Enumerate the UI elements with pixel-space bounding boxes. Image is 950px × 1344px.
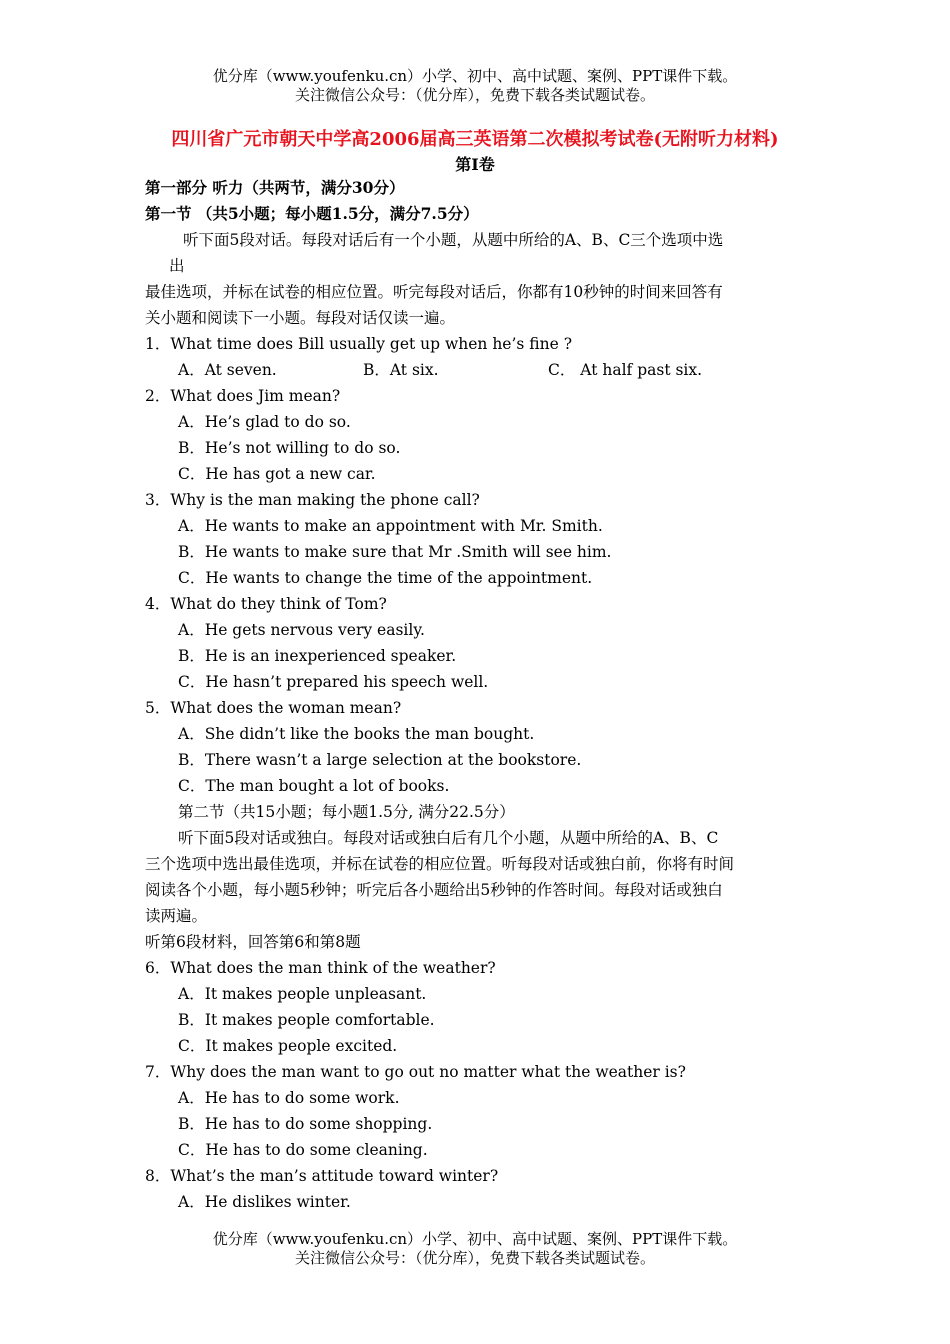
option-a: A．It makes people unpleasant.	[178, 985, 427, 1003]
option-b: B．There wasn’t a large selection at the bookstore.	[178, 751, 582, 769]
question-3-stem: 3．Why is the man making the phone call?	[145, 491, 480, 509]
section2-instruction-end: 读两遍。	[145, 907, 208, 925]
option-b: B．He wants to make sure that Mr .Smith will see him.	[178, 543, 612, 561]
header-line-1: 优分库（www.youfenku.cn）小学、初中、高中试题、案例、PPT课件下载。	[212, 67, 738, 85]
question-1-stem: 1．What time does Bill usually get up when he’s fine ?	[145, 335, 573, 353]
section1-instruction: 听下面5段对话。每段对话后有一个小题，从题中所给的A、B、C三个选项中选	[183, 231, 724, 249]
option-a: A．She didn’t like the books the man bought.	[178, 725, 535, 743]
option-b: B．He is an inexperienced speaker.	[178, 647, 457, 665]
option-b: B．He has to do some shopping.	[178, 1115, 433, 1133]
section2-instruction-cont: 三个选项中选出最佳选项，并标在试卷的相应位置。听每段对话或独白前，你将有时间	[145, 855, 735, 873]
option-c: C．The man bought a lot of books.	[178, 777, 450, 795]
question-6-stem: 6．What does the man think of the weather?	[145, 959, 496, 977]
question-7-stem: 7．Why does the man want to go out no matter what the weather is?	[145, 1063, 686, 1081]
option-c: C． At half past six.	[548, 361, 703, 379]
option-a: A．He wants to make an appointment with Mr. Smith.	[178, 517, 603, 535]
question-8-stem: 8．What’s the man’s attitude toward winter?	[145, 1167, 499, 1185]
option-a: A．He dislikes winter.	[178, 1193, 351, 1211]
volume-label: 第Ⅰ卷	[455, 155, 495, 174]
question-1-options	[145, 357, 790, 383]
section2-instruction-cont: 阅读各个小题，每小题5秒钟；听完后各小题给出5秒钟的作答时间。每段对话或独白	[145, 881, 723, 899]
section1-heading: 第一节 （共5小题；每小题1.5分，满分7.5分）	[145, 204, 479, 223]
option-a: A．He gets nervous very easily.	[178, 621, 425, 639]
option-c: C．He has got a new car.	[178, 465, 376, 483]
passage-6-label: 听第6段材料，回答第6和第8题	[145, 933, 361, 951]
footer-line-1: 优分库（www.youfenku.cn）小学、初中、高中试题、案例、PPT课件下载。	[212, 1230, 738, 1248]
option-a: A．He has to do some work.	[178, 1089, 400, 1107]
option-c: C．It makes people excited.	[178, 1037, 398, 1055]
question-5-stem: 5．What does the woman mean?	[145, 699, 402, 717]
section2-instruction: 听下面5段对话或独白。每段对话或独白后有几个小题，从题中所给的A、B、C	[178, 829, 719, 847]
exam-content	[145, 175, 790, 1215]
header-line-2: 关注微信公众号：（优分库），免费下载各类试题试卷。	[294, 86, 655, 104]
question-2-stem: 2．What does Jim mean?	[145, 387, 341, 405]
document-title: 四川省广元市朝天中学高2006届高三英语第二次模拟考试卷(无附听力材料)	[171, 129, 779, 150]
option-a: A．At seven.	[178, 361, 277, 379]
option-c: C．He wants to change the time of the appointment.	[178, 569, 593, 587]
part1-heading: 第一部分 听力（共两节，满分30分）	[145, 178, 405, 197]
option-c: C．He hasn’t prepared his speech well.	[178, 673, 489, 691]
section1-instruction-cont: 最佳选项，并标在试卷的相应位置。听完每段对话后，你都有10秒钟的时间来回答有	[145, 283, 723, 301]
option-a: A．He’s glad to do so.	[178, 413, 351, 431]
footer-line-2: 关注微信公众号：（优分库），免费下载各类试题试卷。	[294, 1249, 655, 1267]
section1-instruction-wrap: 出	[169, 257, 185, 275]
section1-instruction-end: 关小题和阅读下一小题。每段对话仅读一遍。	[145, 309, 456, 327]
option-b: B．At six.	[363, 361, 439, 379]
option-c: C．He has to do some cleaning.	[178, 1141, 428, 1159]
section2-heading: 第二节（共15小题；每小题1.5分, 满分22.5分）	[178, 803, 515, 821]
option-b: B．He’s not willing to do so.	[178, 439, 401, 457]
question-4-stem: 4．What do they think of Tom?	[145, 595, 387, 613]
option-b: B．It makes people comfortable.	[178, 1011, 435, 1029]
